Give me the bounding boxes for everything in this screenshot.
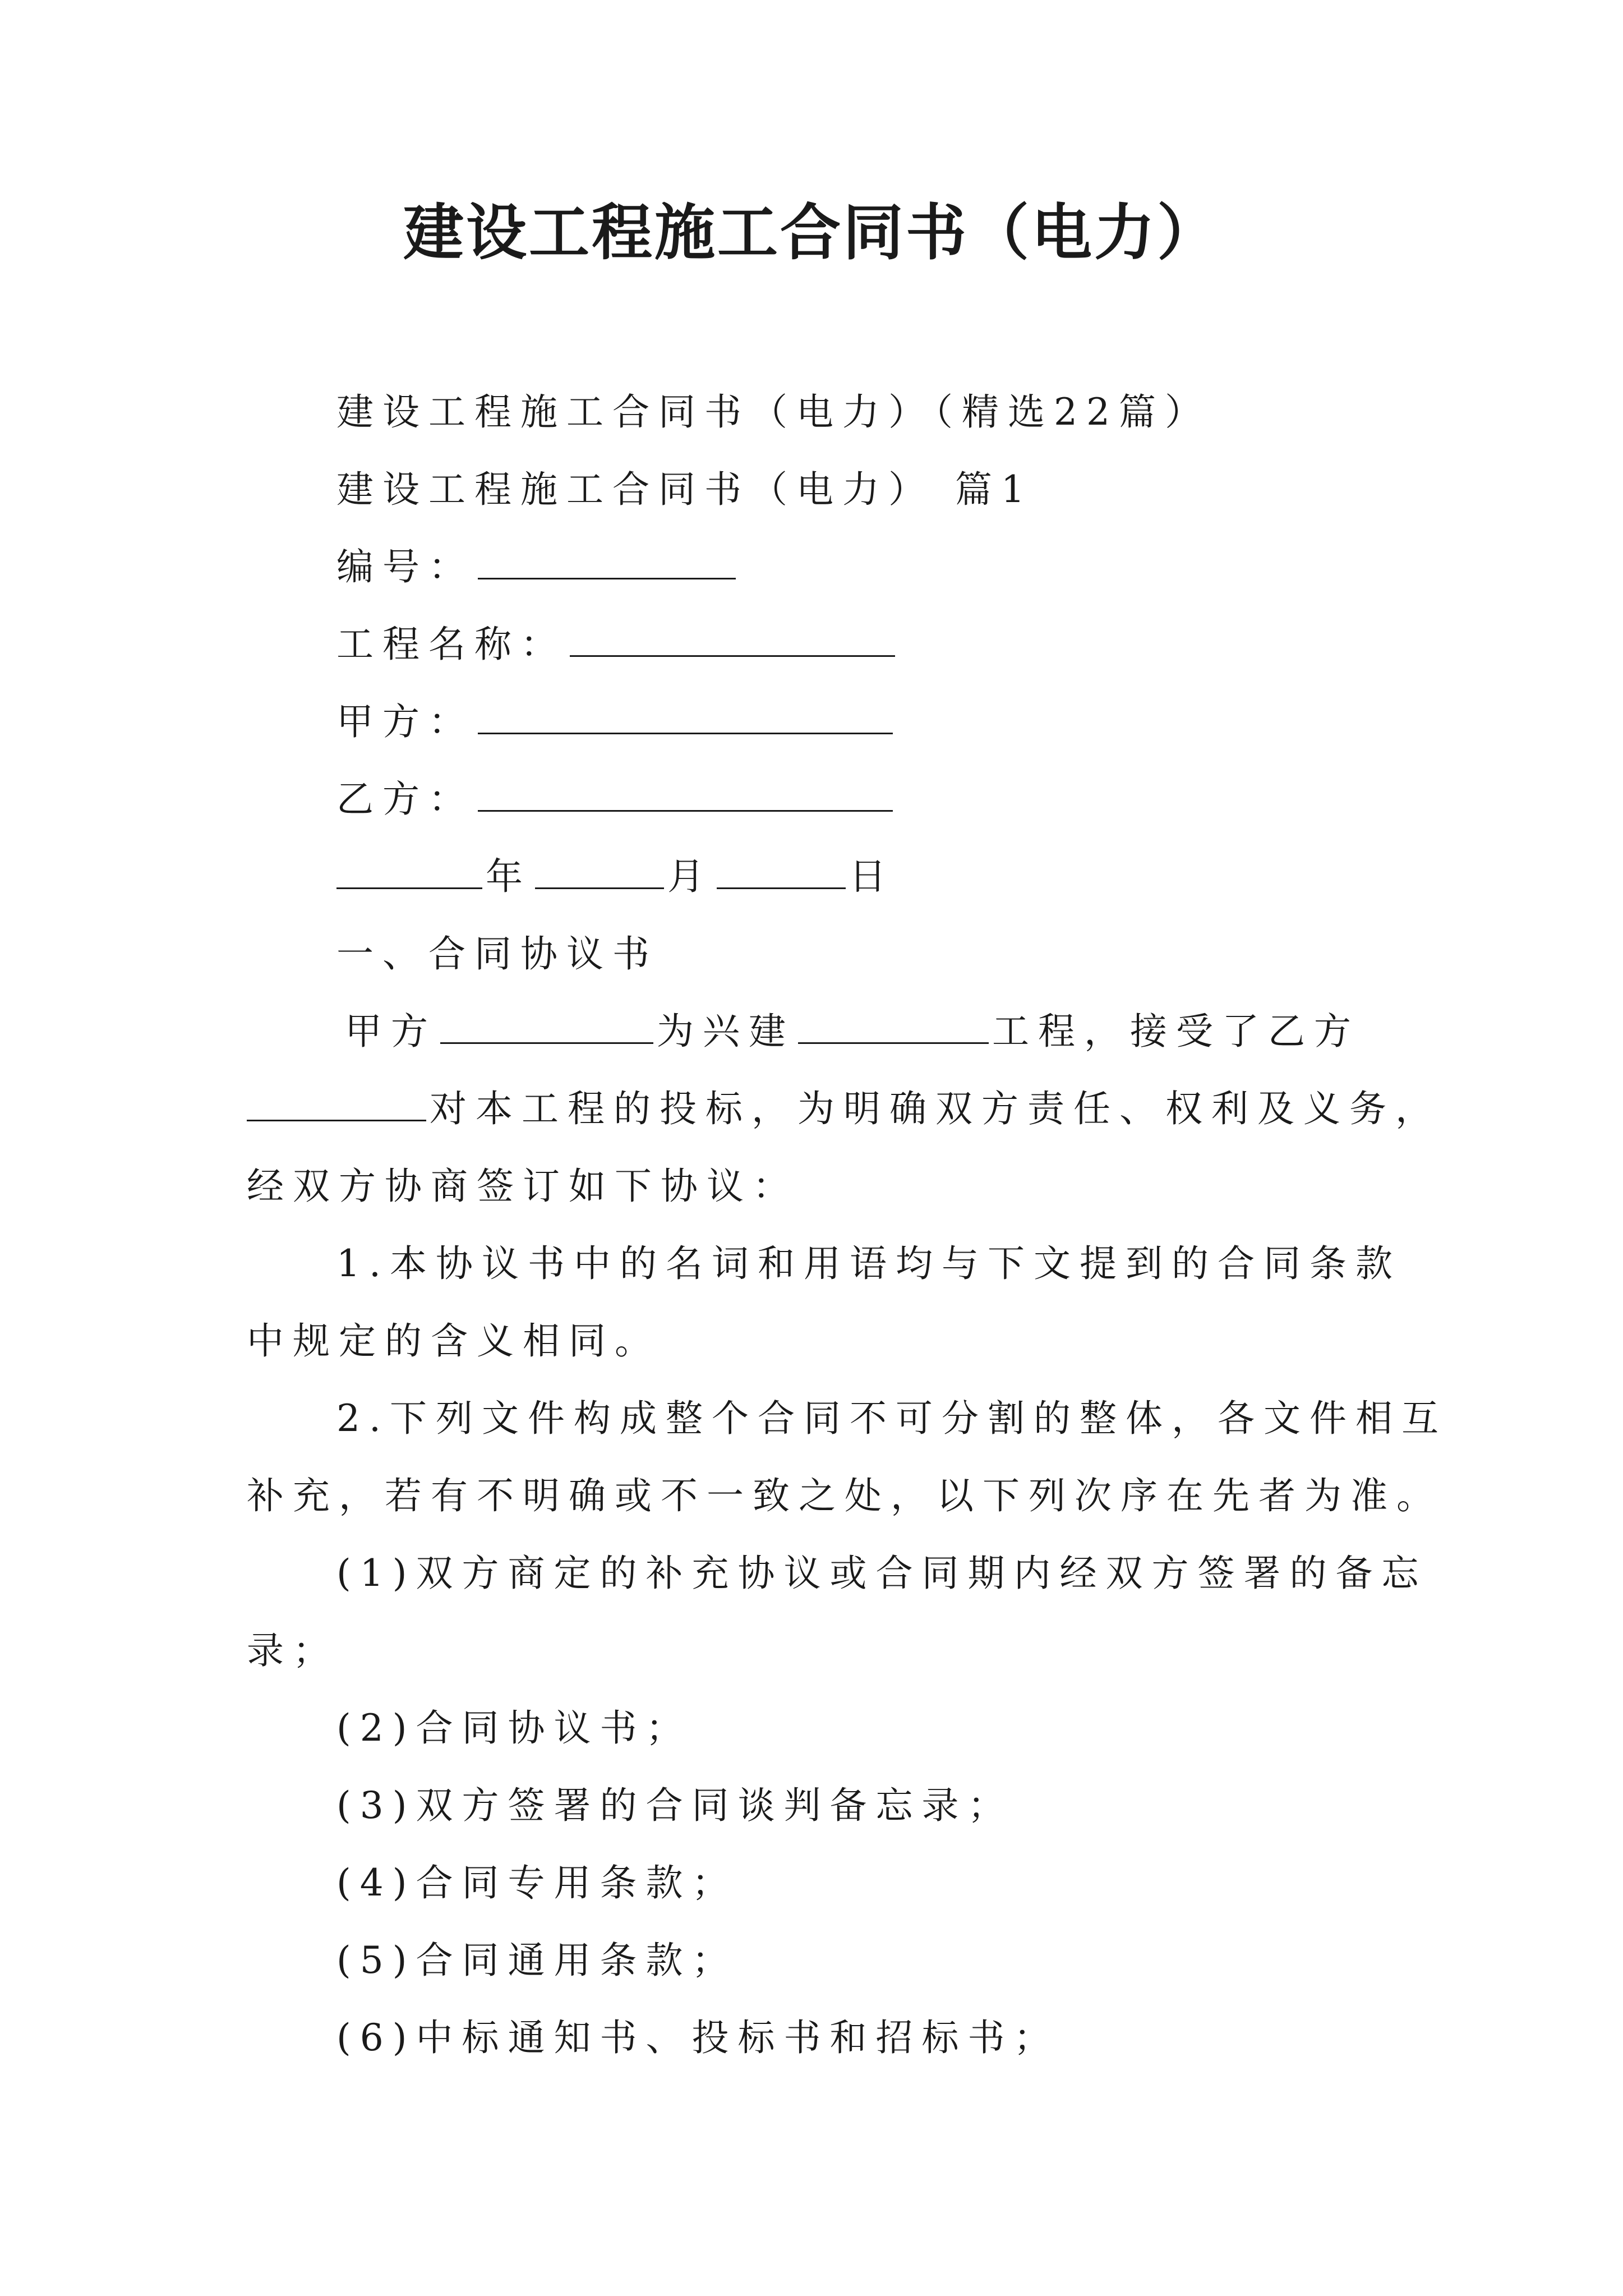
- intro-bid: 对本工程的投标，为明确双方责任、权利及义务，: [430, 1087, 1441, 1130]
- party-a-field: [336, 697, 896, 747]
- item-1-line-1: (1)双方商定的补充协议或合同期内经双方签署的备忘: [336, 1552, 1428, 1595]
- party-a-label: 甲方：: [336, 700, 474, 743]
- clause-1-line-2: 中规定的含义相同。: [247, 1319, 661, 1363]
- item-5: (5)合同通用条款；: [336, 1939, 738, 1982]
- party-b-field: [336, 774, 896, 825]
- item-3: (3)双方签署的合同谈判备忘录；: [336, 1784, 1014, 1827]
- project-name-label: 工程名称：: [336, 623, 566, 666]
- year-label: 年: [486, 855, 532, 898]
- item-1-line-2: 录；: [247, 1629, 339, 1672]
- number-blank: [478, 544, 736, 579]
- party-b-blank: [478, 776, 893, 812]
- month-label: 月: [667, 855, 713, 898]
- project-name-field: [336, 619, 898, 670]
- month-blank: [535, 854, 664, 889]
- year-blank: [336, 854, 482, 889]
- subtitle: 建设工程施工合同书（电力）（精选22篇）: [336, 390, 1211, 434]
- chapter-heading: 建设工程施工合同书（电力） 篇1: [336, 468, 1034, 511]
- clause-2-line-2: 补充，若有不明确或不一致之处，以下列次序在先者为准。: [247, 1474, 1442, 1517]
- item-4: (4)合同专用条款；: [336, 1861, 738, 1904]
- party-a-blank: [478, 699, 893, 734]
- intro-party-b-blank: [247, 1086, 426, 1121]
- clause-1-line-1: 1.本协议书中的名词和用语均与下文提到的合同条款: [336, 1242, 1401, 1285]
- clause-2-line-1: 2.下列文件构成整个合同不可分割的整体，各文件相互: [336, 1397, 1447, 1440]
- day-blank: [717, 854, 846, 889]
- number-label: 编号：: [336, 545, 474, 588]
- intro-line-1: [345, 1006, 1360, 1057]
- project-name-blank: [570, 622, 895, 657]
- intro-party-a-blank: [440, 1009, 653, 1044]
- number-field: [336, 542, 739, 592]
- document-title: 建设工程施工合同书（电力）: [403, 197, 1220, 268]
- intro-project-blank: [798, 1009, 989, 1044]
- intro-accept: 工程，接受了乙方: [992, 1010, 1360, 1053]
- party-b-label: 乙方：: [336, 777, 474, 821]
- intro-party-a: 甲方: [345, 1010, 437, 1053]
- item-6: (6)中标通知书、投标书和招标书；: [336, 2016, 1060, 2059]
- intro-build: 为兴建: [657, 1010, 795, 1053]
- item-2: (2)合同协议书；: [336, 1706, 692, 1750]
- section-heading: 一、合同协议书: [336, 932, 658, 976]
- day-label: 日: [849, 855, 895, 898]
- intro-line-2: [247, 1084, 1441, 1134]
- intro-line-3: 经双方协商签订如下协议：: [247, 1165, 799, 1208]
- date-field: [336, 852, 895, 902]
